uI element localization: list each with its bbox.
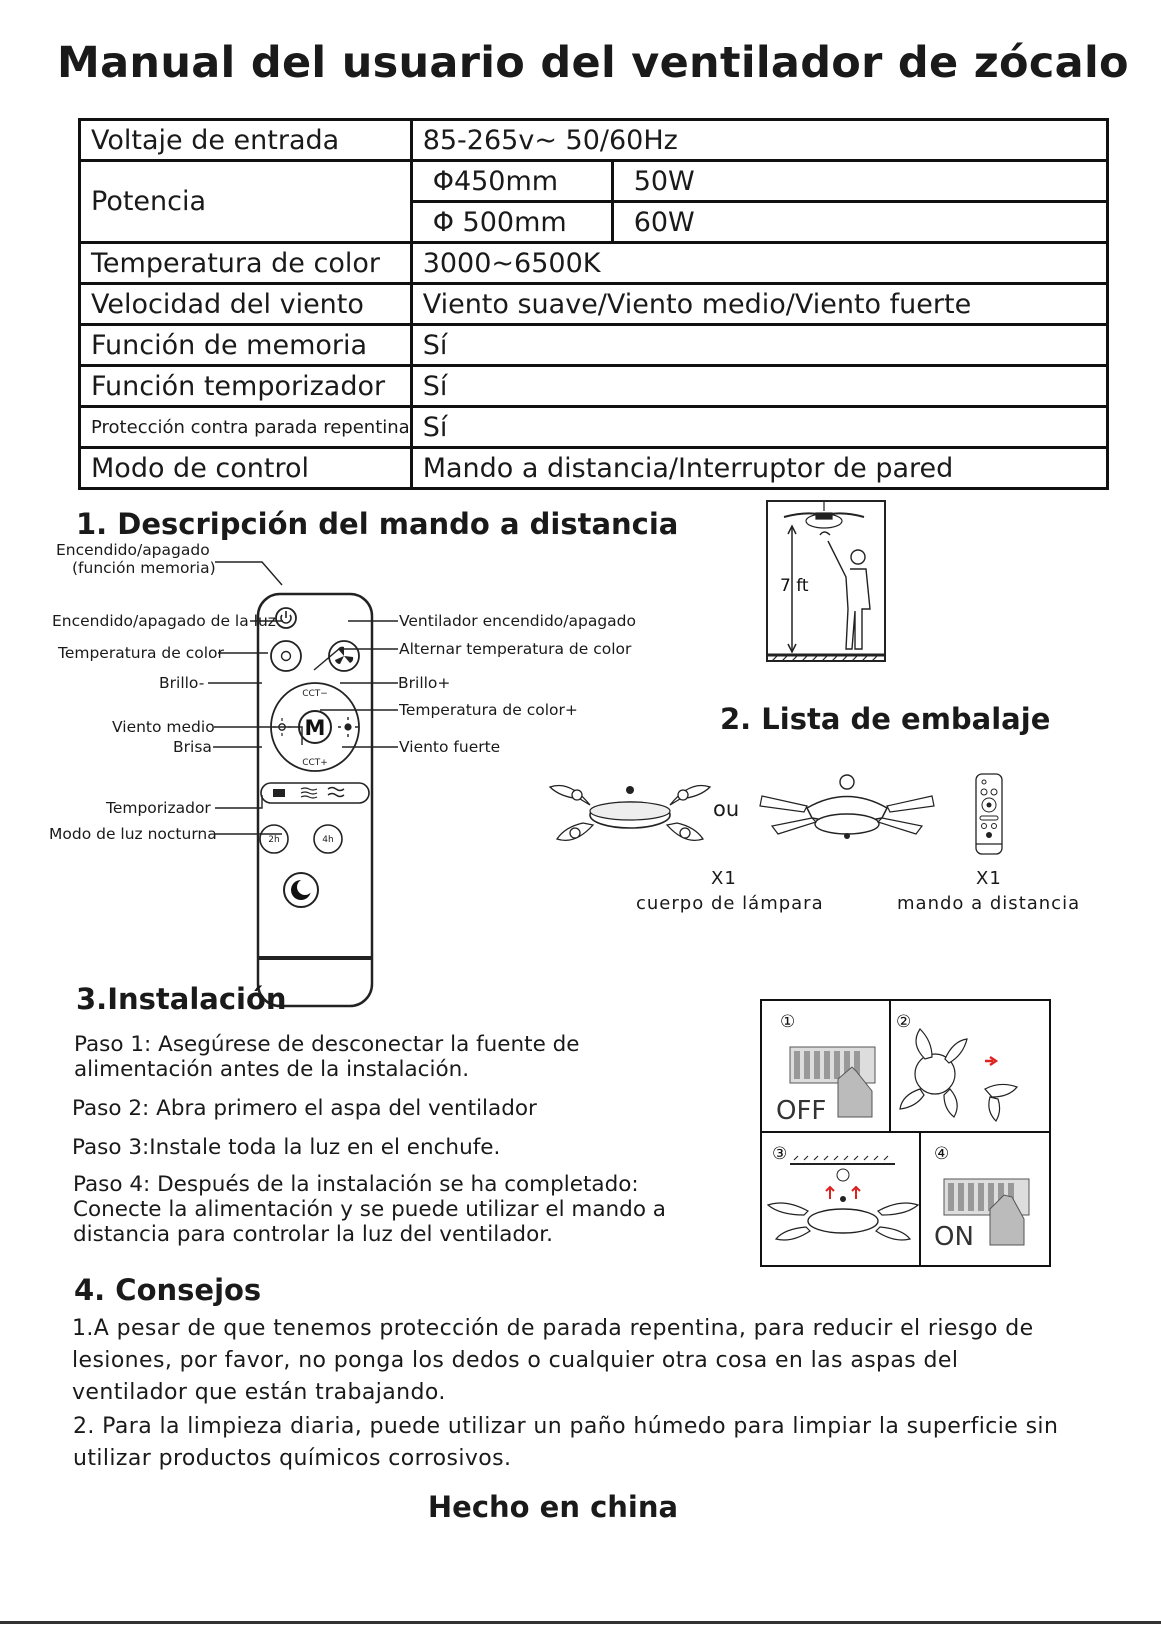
- installation-heading: 3.Instalación: [76, 982, 287, 1016]
- table-row: [80, 407, 1108, 448]
- label-wind-medium: Viento medio: [112, 718, 215, 736]
- remote-name: mando a distancia: [897, 893, 1081, 914]
- bottom-rule: [0, 1621, 1161, 1624]
- page-title: Manual del usuario del ventilador de zócalo: [57, 38, 1129, 88]
- open-blade-icon: [900, 1029, 1017, 1121]
- control-label: Modo de control: [80, 448, 412, 489]
- cct-plus-label: CCT+: [302, 758, 328, 768]
- label-timer: Temporizador: [106, 799, 211, 817]
- label-temp-switch: Alternar temperatura de color: [399, 640, 632, 658]
- ceiling-install-icon: [768, 1156, 918, 1240]
- install-step-2: Paso 2: Abra primero el aspa del ventilador: [72, 1096, 537, 1121]
- color-temp-label: Temperatura de color: [80, 243, 412, 284]
- remote-qty: X1: [976, 868, 1002, 889]
- wind-label: Velocidad del viento: [80, 284, 412, 325]
- cct-minus-label: CCT−: [302, 689, 328, 699]
- height-illustration: [762, 497, 890, 667]
- power-watts-60: 60W: [612, 202, 1107, 243]
- power-size-450: Φ450mm: [411, 161, 612, 202]
- panel-4-number: ④: [934, 1144, 950, 1164]
- lamp-qty: X1: [711, 868, 737, 889]
- panel-2-number: ②: [896, 1012, 912, 1032]
- remote-heading: 1. Descripción del mando a distancia: [76, 507, 679, 541]
- table-row: [80, 243, 1108, 284]
- table-row: [80, 120, 1108, 161]
- power-label: Potencia: [80, 161, 412, 243]
- tips-heading: 4. Consejos: [74, 1273, 262, 1307]
- fan-lamp-icon: [545, 765, 715, 855]
- on-label: ON: [934, 1222, 974, 1252]
- protection-label: Protección contra parada repentina: [80, 407, 412, 448]
- footer-made-in: Hecho en china: [427, 1490, 679, 1524]
- label-wind-strong: Viento fuerte: [399, 738, 501, 756]
- tip-1: 1.A pesar de que tenemos protección de parada repentina, para reducir el riesgo de lesiones, por favor, no ponga los dedos o cualquier otra cosa en las aspas del ventilador que están trabajando.: [72, 1316, 1034, 1405]
- install-step-4: Paso 4: Después de la instalación se ha completado: Conecte la alimentación y se puede utilizar el mando a distancia para controlar la luz del ventilador.: [73, 1172, 666, 1247]
- timer-2h-label: 2h: [268, 835, 280, 845]
- memory-value: Sí: [411, 325, 1107, 366]
- timer-4h-label: 4h: [322, 835, 334, 845]
- timer-value: Sí: [411, 366, 1107, 407]
- voltage-label: Voltaje de entrada: [80, 120, 412, 161]
- wind-value: Viento suave/Viento medio/Viento fuerte: [411, 284, 1107, 325]
- installation-panels: [760, 999, 1051, 1267]
- table-row: [80, 448, 1108, 489]
- mode-label: M: [304, 716, 326, 740]
- timer-label: Función temporizador: [80, 366, 412, 407]
- label-bright-plus: Brillo+: [398, 674, 451, 692]
- label-power-line2: (función memoria): [72, 559, 216, 577]
- or-label: ou: [713, 797, 740, 821]
- table-row: [80, 161, 1108, 202]
- tip-2: 2. Para la limpieza diaria, puede utilizar un paño húmedo para limpiar la superficie sin utilizar productos químicos corrosivos.: [73, 1414, 1059, 1471]
- height-label: 7 ft: [780, 576, 809, 596]
- fan-lamp-open-icon: [752, 770, 942, 850]
- lamp-name: cuerpo de lámpara: [636, 893, 824, 914]
- remote-small-icon: [974, 772, 1004, 856]
- spec-table: [78, 118, 1109, 490]
- color-temp-value: 3000~6500K: [411, 243, 1107, 284]
- memory-label: Función de memoria: [80, 325, 412, 366]
- off-label: OFF: [776, 1096, 827, 1126]
- label-fan: Ventilador encendido/apagado: [399, 612, 636, 630]
- table-row: [80, 366, 1108, 407]
- label-power-line1: Encendido/apagado: [56, 541, 210, 559]
- label-bright-minus: Brillo-: [159, 674, 205, 692]
- packing-heading: 2. Lista de embalaje: [720, 702, 1051, 736]
- label-night: Modo de luz nocturna: [49, 825, 217, 843]
- label-temp-minus: Temperatura de color: [58, 644, 224, 662]
- control-value: Mando a distancia/Interruptor de pared: [411, 448, 1107, 489]
- voltage-value: 85-265v~ 50/60Hz: [411, 120, 1107, 161]
- label-temp-plus: Temperatura de color+: [399, 701, 578, 719]
- label-light: Encendido/apagado de la luz: [52, 612, 276, 630]
- label-breeze: Brisa: [173, 738, 212, 756]
- power-size-500: Φ 500mm: [411, 202, 612, 243]
- panel-3-number: ③: [772, 1144, 788, 1164]
- install-step-1: Paso 1: Asegúrese de desconectar la fuente de alimentación antes de la instalación.: [74, 1032, 580, 1082]
- red-arrow-icon: [985, 1057, 996, 1065]
- protection-value: Sí: [411, 407, 1107, 448]
- panel-1-number: ①: [780, 1012, 796, 1032]
- table-row: [80, 325, 1108, 366]
- install-step-3: Paso 3:Instale toda la luz en el enchufe.: [72, 1135, 501, 1160]
- power-watts-50: 50W: [612, 161, 1107, 202]
- table-row: [80, 284, 1108, 325]
